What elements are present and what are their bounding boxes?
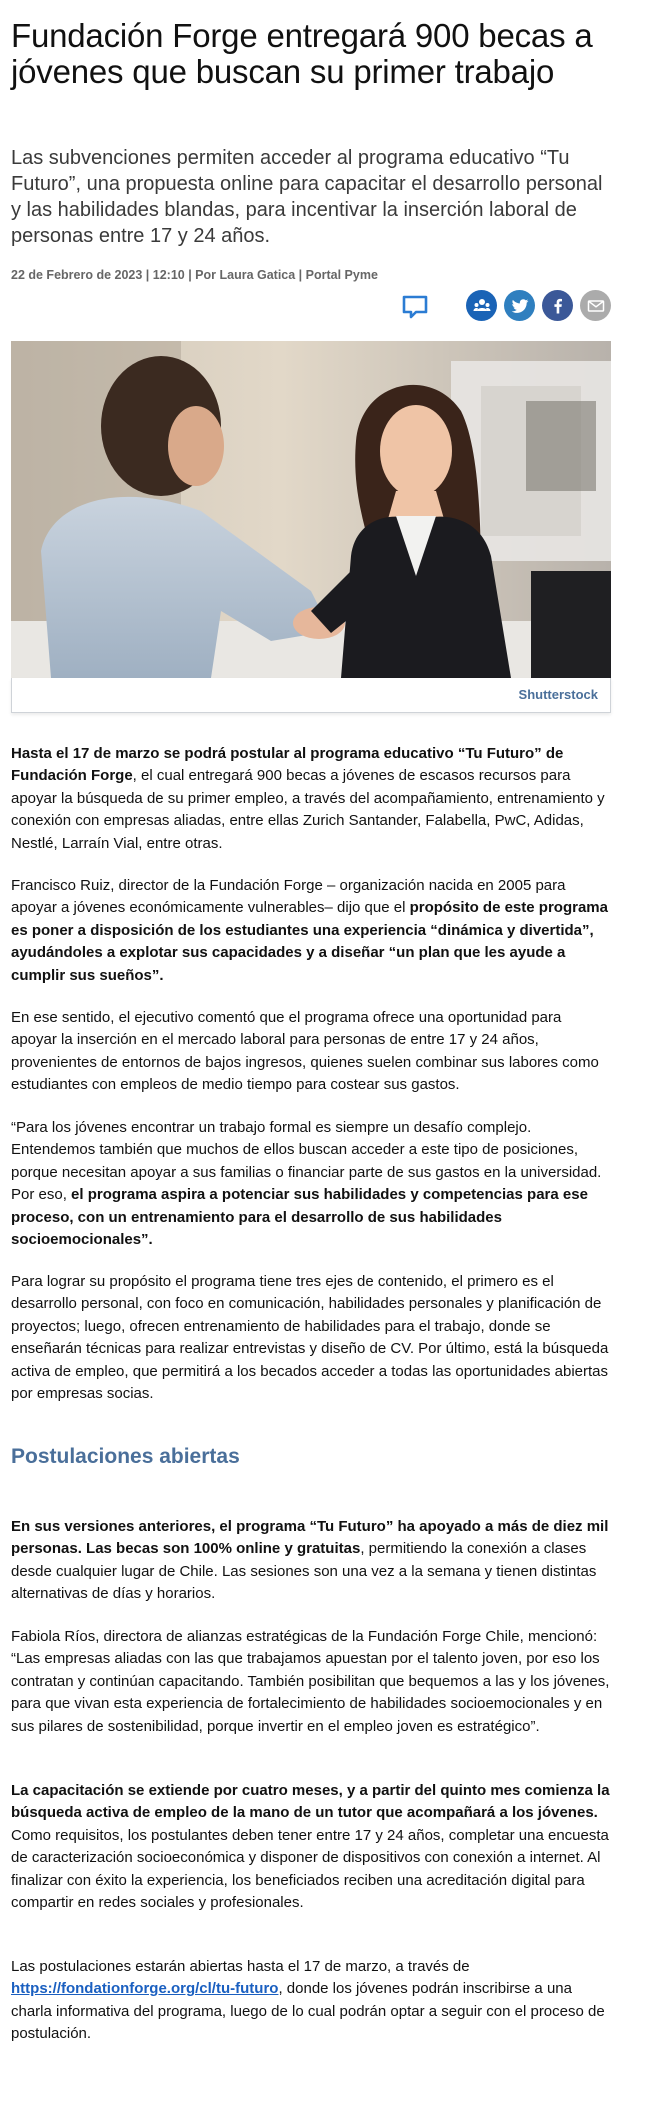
program-link[interactable]: https://fondationforge.org/cl/tu-futuro [11, 1980, 279, 1998]
paragraph-1-text: , el cual entregará 900 becas a jóvenes de escasos recursos para apoyar la búsqueda de su primer empleo, a través del acompañamiento, entrenamiento y conexión con empresas aliadas, entre ellas Zurich Santander, Falabella, PwC, Adidas, Nestlé, Larraín Vial, entre otras. [11, 767, 605, 852]
paragraph-4-text: “Para los jóvenes encontrar un trabajo formal es siempre un desafío complejo. Entendemos también que muchos de ellos buscan acceder a este tipo de posiciones, porque necesitan apoyar a sus familias o financiar parte de sus gastos en la universidad. Por eso, [11, 1119, 602, 1204]
paragraph-4 [11, 1117, 611, 1251]
mail-icon[interactable] [580, 290, 611, 321]
paragraph-8-text: Como requisitos, los postulantes deben tener entre 17 y 24 años, completar una encuesta de caracterización socioeconómica y disponer de dispositivos con conexión a internet. Al finalizar con éxito la experiencia, los beneficiados reciben una acreditación digital para compartir en redes sociales y profesionales. [11, 1826, 609, 1912]
paragraph-5-text: Para lograr su propósito el programa tiene tres ejes de contenido, el primero es el desarrollo personal, con foco en comunicación, habilidades personales y planificación de proyectos; luego, ofrecen entrenamiento de habilidades para el trabajo, donde se enseñarán técnicas para realizar entrevistas y diseño de CV. Por último, está la búsqueda activa de empleo, que permitirá a los becados acceder a todas las oportunidades abiertas por empresas socias. [11, 1273, 609, 1403]
paragraph-6-text: , permitiendo la conexión a clases desde cualquier lugar de Chile. Las sesiones son una vez a la semana y tienen distintas alternativas de días y horarios. [11, 1540, 597, 1603]
article-photo [11, 341, 611, 678]
twitter-icon[interactable] [504, 290, 535, 321]
paragraph-9 [11, 1956, 611, 2046]
paragraph-2-bold: propósito de este programa es poner a disposición de los estudiantes una experiencia “dinámica y divertida”, ayudándoles a explotar sus capacidades y a diseñar “un plan que les ayude a cumplir sus sueños”. [11, 899, 608, 984]
handshake-photo-illustration [11, 341, 611, 678]
paragraph-5 [11, 1271, 611, 1405]
section-heading: Postulaciones abiertas [11, 1445, 240, 1468]
paragraph-6-bold: En sus versiones anteriores, el programa “Tu Futuro” ha apoyado a más de diez mil personas. Las becas son 100% online y gratuitas [11, 1518, 609, 1558]
article-meta: 22 de Febrero de 2023 | 12:10 | Por Laura Gatica | Portal Pyme [11, 268, 378, 282]
photo-caption-bar [11, 678, 611, 713]
paragraph-9-text-end: , donde los jóvenes podrán inscribirse a una charla informativa del programa, luego de lo cual podrán optar a seguir con el proceso de postulación. [11, 1980, 605, 2043]
article-title: Fundación Forge entregará 900 becas a jóvenes que buscan su primer trabajo [11, 17, 593, 90]
comment-icon[interactable] [400, 292, 430, 322]
paragraph-9-text: Las postulaciones estarán abiertas hasta el 17 de marzo, a través de [11, 1958, 470, 1975]
paragraph-3 [11, 1007, 611, 1097]
paragraph-2-text: Francisco Ruiz, director de la Fundación Forge – organización nacida en 2005 para apoyar a jóvenes económicamente vulnerables– dijo que el [11, 877, 566, 917]
users-icon[interactable] [466, 290, 497, 321]
paragraph-6 [11, 1516, 611, 1606]
paragraph-1 [11, 743, 611, 855]
paragraph-8 [11, 1780, 611, 1914]
article-subtitle: Las subvenciones permiten acceder al programa educativo “Tu Futuro”, una propuesta online para capacitar el desarrollo personal y las habilidades blandas, para incentivar la inserción laboral de personas entre 17 y 24 años. [11, 147, 603, 247]
paragraph-3-text: En ese sentido, el ejecutivo comentó que el programa ofrece una oportunidad para apoyar la inserción en el mercado laboral para personas de entre 17 y 24 años, provenientes de entornos de bajos ingresos, quienes suelen combinar sus labores como estudiantes con empleos de medio tiempo para costear sus gastos. [11, 1009, 599, 1094]
paragraph-7 [11, 1626, 611, 1738]
photo-credit: Shutterstock [518, 687, 598, 702]
share-bar [400, 288, 612, 324]
paragraph-4-bold: el programa aspira a potenciar sus habilidades y competencias para ese proceso, con un entrenamiento para el desarrollo de sus habilidades socioemocionales”. [11, 1186, 588, 1249]
paragraph-8-bold: La capacitación se extiende por cuatro meses, y a partir del quinto mes comienza la búsqueda activa de empleo de la mano de un tutor que acompañará a los jóvenes. [11, 1782, 610, 1822]
paragraph-2 [11, 875, 611, 987]
paragraph-7-text: Fabiola Ríos, directora de alianzas estratégicas de la Fundación Forge Chile, mencionó: “Las empresas aliadas con las que trabajamos apuestan por el talento joven, por eso los contratan y continúan capacitando. También posibilitan que bequemos a las y los jóvenes, para que vivan esta experiencia de fortalecimiento de habilidades socioemocionales y en sus pilares de sostenibilidad, porque invertir en el empleo joven es estratégico”. [11, 1628, 610, 1735]
facebook-icon[interactable] [542, 290, 573, 321]
paragraph-1-bold: Hasta el 17 de marzo se podrá postular al programa educativo “Tu Futuro” de Fundación Forge [11, 745, 564, 785]
